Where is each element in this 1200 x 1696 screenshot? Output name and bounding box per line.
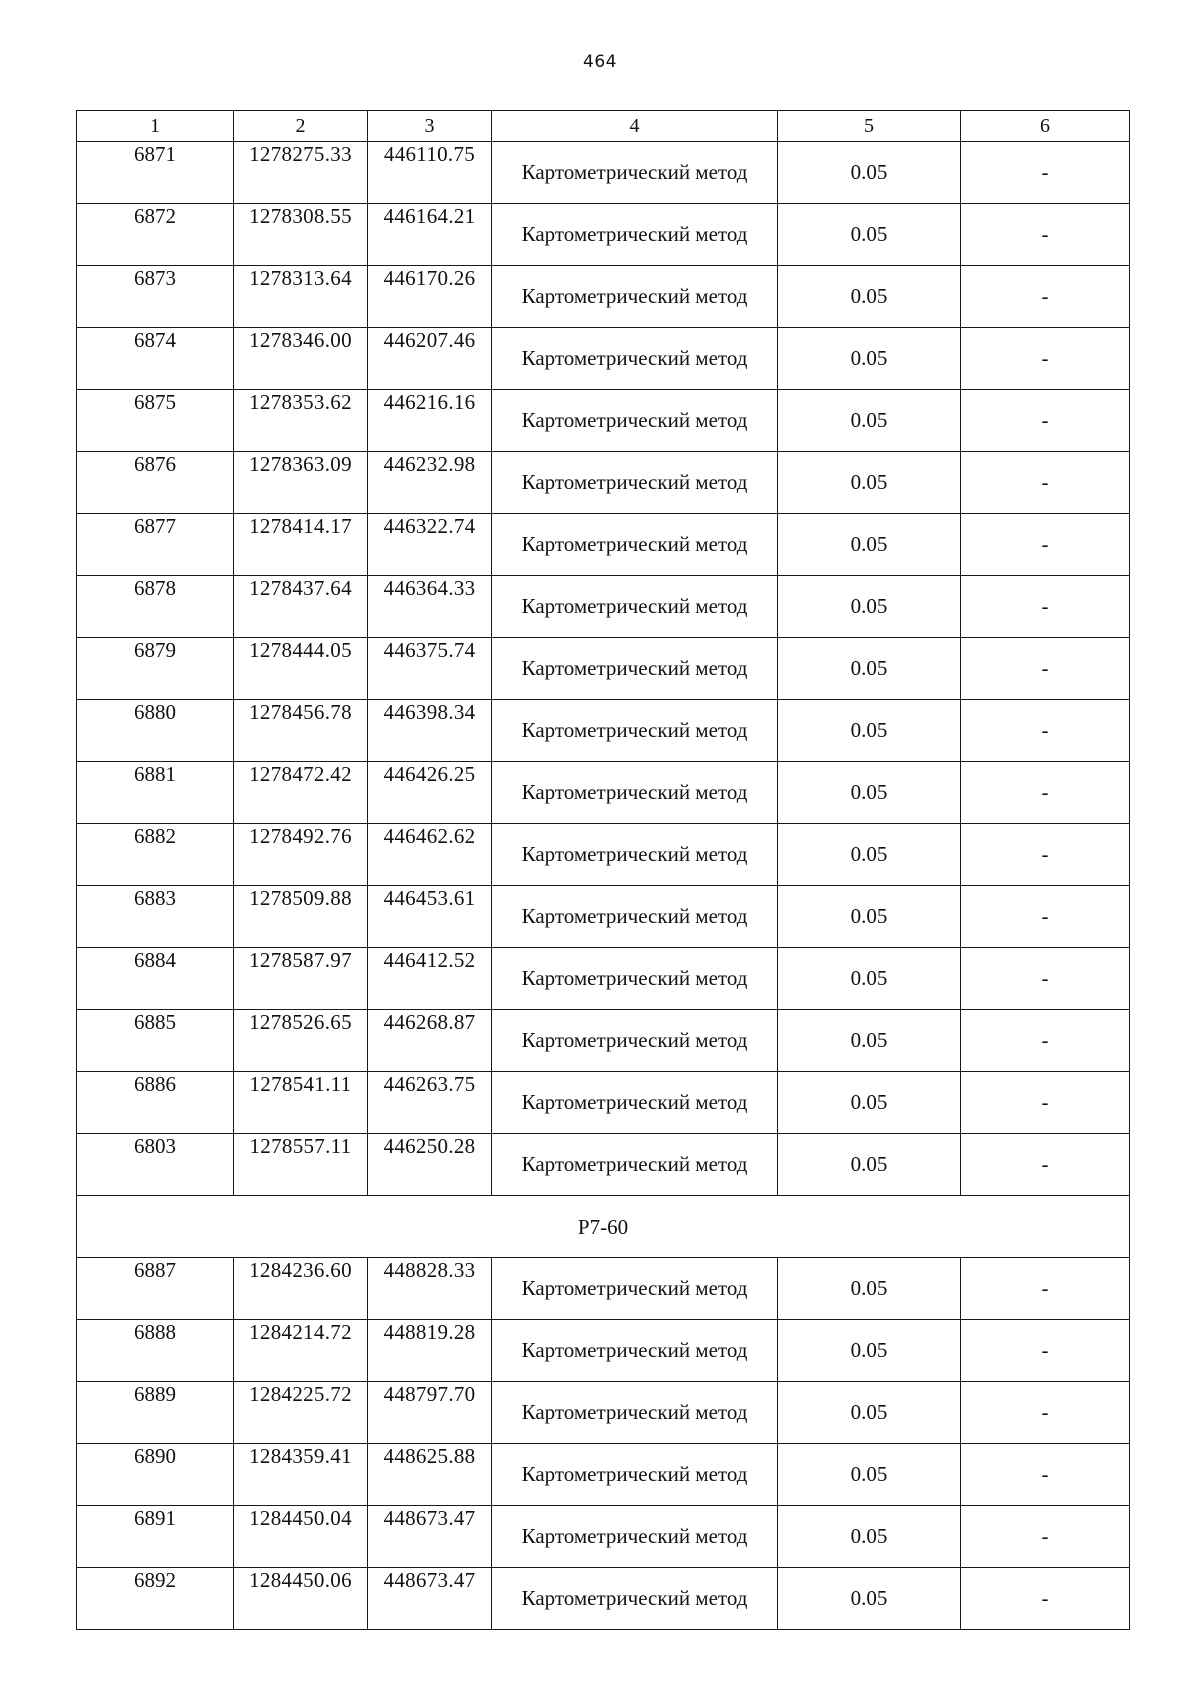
table-row	[77, 204, 1130, 266]
point-number-cell: 6891	[77, 1506, 234, 1568]
header-col-3: 3	[368, 111, 492, 142]
note-cell: -	[961, 142, 1130, 204]
y-coordinate-cell: 446322.74	[368, 514, 492, 576]
note-cell: -	[961, 1258, 1130, 1320]
method-cell: Картометрический метод	[492, 1568, 778, 1630]
x-coordinate-cell: 1278313.64	[234, 266, 368, 328]
table-row	[77, 1072, 1130, 1134]
x-coordinate-cell: 1284225.72	[234, 1382, 368, 1444]
header-col-4: 4	[492, 111, 778, 142]
point-number-cell: 6885	[77, 1010, 234, 1072]
y-coordinate-cell: 446412.52	[368, 948, 492, 1010]
table-row	[77, 142, 1130, 204]
x-coordinate-cell: 1278363.09	[234, 452, 368, 514]
table-row	[77, 1258, 1130, 1320]
accuracy-cell: 0.05	[778, 762, 961, 824]
table-row	[77, 824, 1130, 886]
point-number-cell: 6872	[77, 204, 234, 266]
note-cell: -	[961, 390, 1130, 452]
method-cell: Картометрический метод	[492, 142, 778, 204]
note-cell: -	[961, 824, 1130, 886]
table-row	[77, 452, 1130, 514]
header-col-1: 1	[77, 111, 234, 142]
table-row	[77, 390, 1130, 452]
method-cell: Картометрический метод	[492, 1258, 778, 1320]
note-cell: -	[961, 328, 1130, 390]
note-cell: -	[961, 576, 1130, 638]
y-coordinate-cell: 446232.98	[368, 452, 492, 514]
method-cell: Картометрический метод	[492, 700, 778, 762]
point-number-cell: 6882	[77, 824, 234, 886]
x-coordinate-cell: 1278308.55	[234, 204, 368, 266]
accuracy-cell: 0.05	[778, 1444, 961, 1506]
point-number-cell: 6879	[77, 638, 234, 700]
y-coordinate-cell: 448819.28	[368, 1320, 492, 1382]
note-cell: -	[961, 1072, 1130, 1134]
y-coordinate-cell: 446268.87	[368, 1010, 492, 1072]
y-coordinate-cell: 446375.74	[368, 638, 492, 700]
note-cell: -	[961, 700, 1130, 762]
method-cell: Картометрический метод	[492, 886, 778, 948]
x-coordinate-cell: 1278353.62	[234, 390, 368, 452]
x-coordinate-cell: 1278541.11	[234, 1072, 368, 1134]
accuracy-cell: 0.05	[778, 824, 961, 886]
x-coordinate-cell: 1278557.11	[234, 1134, 368, 1196]
point-number-cell: 6889	[77, 1382, 234, 1444]
point-number-cell: 6890	[77, 1444, 234, 1506]
accuracy-cell: 0.05	[778, 1258, 961, 1320]
x-coordinate-cell: 1278587.97	[234, 948, 368, 1010]
y-coordinate-cell: 446263.75	[368, 1072, 492, 1134]
table-row	[77, 514, 1130, 576]
accuracy-cell: 0.05	[778, 1506, 961, 1568]
table-row	[77, 1010, 1130, 1072]
method-cell: Картометрический метод	[492, 576, 778, 638]
y-coordinate-cell: 448673.47	[368, 1568, 492, 1630]
note-cell: -	[961, 638, 1130, 700]
y-coordinate-cell: 446364.33	[368, 576, 492, 638]
point-number-cell: 6886	[77, 1072, 234, 1134]
y-coordinate-cell: 446207.46	[368, 328, 492, 390]
note-cell: -	[961, 204, 1130, 266]
point-number-cell: 6888	[77, 1320, 234, 1382]
point-number-cell: 6877	[77, 514, 234, 576]
accuracy-cell: 0.05	[778, 452, 961, 514]
table-row	[77, 886, 1130, 948]
note-cell: -	[961, 1134, 1130, 1196]
table-row	[77, 328, 1130, 390]
y-coordinate-cell: 446453.61	[368, 886, 492, 948]
table-row	[77, 1568, 1130, 1630]
header-col-2: 2	[234, 111, 368, 142]
method-cell: Картометрический метод	[492, 204, 778, 266]
accuracy-cell: 0.05	[778, 886, 961, 948]
note-cell: -	[961, 948, 1130, 1010]
table-row	[77, 1382, 1130, 1444]
accuracy-cell: 0.05	[778, 1072, 961, 1134]
table-row	[77, 266, 1130, 328]
accuracy-cell: 0.05	[778, 204, 961, 266]
point-number-cell: 6880	[77, 700, 234, 762]
point-number-cell: 6878	[77, 576, 234, 638]
page-number: 464	[583, 52, 617, 72]
accuracy-cell: 0.05	[778, 1010, 961, 1072]
y-coordinate-cell: 446216.16	[368, 390, 492, 452]
accuracy-cell: 0.05	[778, 142, 961, 204]
y-coordinate-cell: 446398.34	[368, 700, 492, 762]
note-cell: -	[961, 1444, 1130, 1506]
header-col-5: 5	[778, 111, 961, 142]
table-row	[77, 762, 1130, 824]
method-cell: Картометрический метод	[492, 1010, 778, 1072]
method-cell: Картометрический метод	[492, 1072, 778, 1134]
point-number-cell: 6883	[77, 886, 234, 948]
coordinates-table	[76, 110, 1130, 1630]
note-cell: -	[961, 1506, 1130, 1568]
note-cell: -	[961, 452, 1130, 514]
method-cell: Картометрический метод	[492, 1382, 778, 1444]
x-coordinate-cell: 1278456.78	[234, 700, 368, 762]
x-coordinate-cell: 1284359.41	[234, 1444, 368, 1506]
header-row	[77, 111, 1130, 142]
point-number-cell: 6871	[77, 142, 234, 204]
accuracy-cell: 0.05	[778, 700, 961, 762]
note-cell: -	[961, 514, 1130, 576]
method-cell: Картометрический метод	[492, 762, 778, 824]
method-cell: Картометрический метод	[492, 266, 778, 328]
table-row	[77, 700, 1130, 762]
accuracy-cell: 0.05	[778, 1134, 961, 1196]
accuracy-cell: 0.05	[778, 514, 961, 576]
accuracy-cell: 0.05	[778, 266, 961, 328]
accuracy-cell: 0.05	[778, 390, 961, 452]
point-number-cell: 6892	[77, 1568, 234, 1630]
x-coordinate-cell: 1278526.65	[234, 1010, 368, 1072]
method-cell: Картометрический метод	[492, 1134, 778, 1196]
note-cell: -	[961, 1320, 1130, 1382]
y-coordinate-cell: 448625.88	[368, 1444, 492, 1506]
x-coordinate-cell: 1278437.64	[234, 576, 368, 638]
method-cell: Картометрический метод	[492, 452, 778, 514]
point-number-cell: 6884	[77, 948, 234, 1010]
point-number-cell: 6887	[77, 1258, 234, 1320]
point-number-cell: 6873	[77, 266, 234, 328]
note-cell: -	[961, 1010, 1130, 1072]
table-row	[77, 948, 1130, 1010]
accuracy-cell: 0.05	[778, 1320, 961, 1382]
method-cell: Картометрический метод	[492, 824, 778, 886]
accuracy-cell: 0.05	[778, 948, 961, 1010]
table-header	[77, 111, 1130, 142]
y-coordinate-cell: 446164.21	[368, 204, 492, 266]
method-cell: Картометрический метод	[492, 514, 778, 576]
y-coordinate-cell: 448797.70	[368, 1382, 492, 1444]
method-cell: Картометрический метод	[492, 948, 778, 1010]
point-number-cell: 6881	[77, 762, 234, 824]
accuracy-cell: 0.05	[778, 638, 961, 700]
y-coordinate-cell: 446250.28	[368, 1134, 492, 1196]
method-cell: Картометрический метод	[492, 390, 778, 452]
y-coordinate-cell: 446110.75	[368, 142, 492, 204]
note-cell: -	[961, 1568, 1130, 1630]
table-row	[77, 1444, 1130, 1506]
table-row	[77, 638, 1130, 700]
x-coordinate-cell: 1278346.00	[234, 328, 368, 390]
accuracy-cell: 0.05	[778, 1382, 961, 1444]
table-row	[77, 1134, 1130, 1196]
accuracy-cell: 0.05	[778, 576, 961, 638]
method-cell: Картометрический метод	[492, 638, 778, 700]
header-col-6: 6	[961, 111, 1130, 142]
y-coordinate-cell: 446462.62	[368, 824, 492, 886]
accuracy-cell: 0.05	[778, 328, 961, 390]
method-cell: Картометрический метод	[492, 1506, 778, 1568]
note-cell: -	[961, 762, 1130, 824]
method-cell: Картометрический метод	[492, 1320, 778, 1382]
note-cell: -	[961, 886, 1130, 948]
x-coordinate-cell: 1284236.60	[234, 1258, 368, 1320]
table-row	[77, 576, 1130, 638]
table-row	[77, 1506, 1130, 1568]
x-coordinate-cell: 1278509.88	[234, 886, 368, 948]
x-coordinate-cell: 1284450.04	[234, 1506, 368, 1568]
y-coordinate-cell: 448828.33	[368, 1258, 492, 1320]
point-number-cell: 6803	[77, 1134, 234, 1196]
y-coordinate-cell: 448673.47	[368, 1506, 492, 1568]
table-body	[77, 142, 1130, 1630]
note-cell: -	[961, 266, 1130, 328]
point-number-cell: 6876	[77, 452, 234, 514]
x-coordinate-cell: 1278414.17	[234, 514, 368, 576]
x-coordinate-cell: 1278472.42	[234, 762, 368, 824]
method-cell: Картометрический метод	[492, 328, 778, 390]
x-coordinate-cell: 1284214.72	[234, 1320, 368, 1382]
point-number-cell: 6875	[77, 390, 234, 452]
note-cell: -	[961, 1382, 1130, 1444]
section-row	[77, 1196, 1130, 1258]
y-coordinate-cell: 446170.26	[368, 266, 492, 328]
point-number-cell: 6874	[77, 328, 234, 390]
y-coordinate-cell: 446426.25	[368, 762, 492, 824]
section-label: Р7-60	[77, 1196, 1130, 1258]
accuracy-cell: 0.05	[778, 1568, 961, 1630]
x-coordinate-cell: 1284450.06	[234, 1568, 368, 1630]
x-coordinate-cell: 1278275.33	[234, 142, 368, 204]
x-coordinate-cell: 1278444.05	[234, 638, 368, 700]
table-row	[77, 1320, 1130, 1382]
method-cell: Картометрический метод	[492, 1444, 778, 1506]
x-coordinate-cell: 1278492.76	[234, 824, 368, 886]
